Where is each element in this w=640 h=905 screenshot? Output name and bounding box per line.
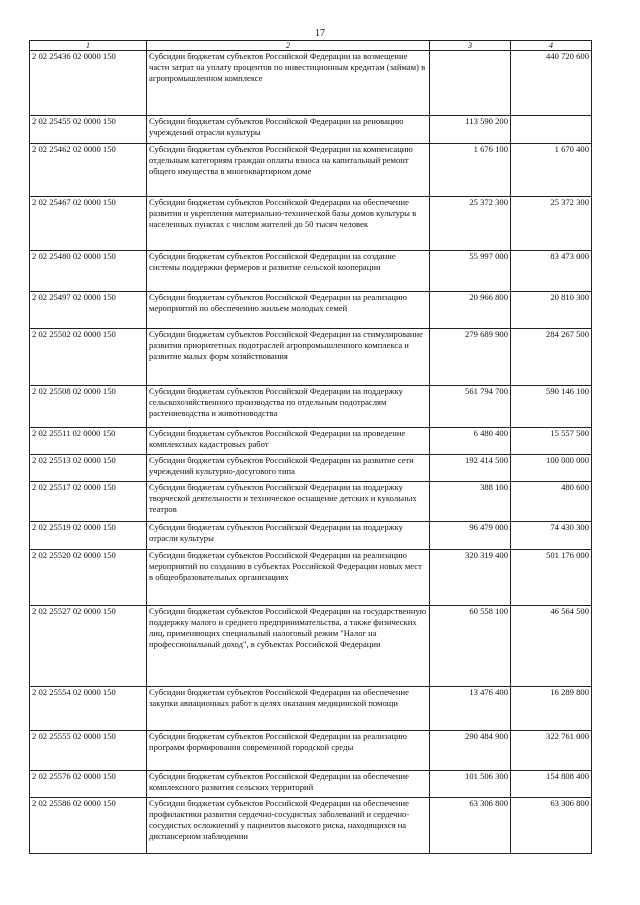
- column-header-1: 1: [30, 41, 147, 51]
- budget-code-cell: 2 02 25467 02 0000 150: [30, 197, 147, 251]
- description-cell: Субсидии бюджетам субъектов Российской Федерации на государственную поддержку малого и среднего предпринимательства, а также физических лиц, применяющих специальный налоговый режим "Налог на профессиональный доход", в субъектах Российской Федерации: [147, 606, 430, 687]
- amount-col3-cell: 55 997 000: [430, 251, 511, 292]
- amount-col4-cell: 590 146 100: [511, 386, 592, 428]
- amount-col3-cell: 290 484 900: [430, 731, 511, 771]
- description-cell: Субсидии бюджетам субъектов Российской Федерации на компенсацию отдельным категориям граждан оплаты взноса на капитальный ремонт общего имущества в многоквартирном доме: [147, 144, 430, 197]
- budget-code-cell: 2 02 25455 02 0000 150: [30, 116, 147, 144]
- budget-code-cell: 2 02 25527 02 0000 150: [30, 606, 147, 687]
- budget-code-cell: 2 02 25517 02 0000 150: [30, 482, 147, 522]
- column-header-2: 2: [147, 41, 430, 51]
- amount-col3-cell: 279 689 900: [430, 329, 511, 386]
- budget-code-cell: 2 02 25519 02 0000 150: [30, 522, 147, 550]
- budget-code-cell: 2 02 25555 02 0000 150: [30, 731, 147, 771]
- amount-col4-cell: 322 761 000: [511, 731, 592, 771]
- amount-col3-cell: [430, 51, 511, 116]
- description-cell: Субсидии бюджетам субъектов Российской Федерации на реализацию программ формирования современной городской среды: [147, 731, 430, 771]
- description-cell: Субсидии бюджетам субъектов Российской Федерации на возмещение части затрат на уплату процентов по инвестиционным кредитам (займам) в агропромышленном комплексе: [147, 51, 430, 116]
- amount-col4-cell: 440 720 600: [511, 51, 592, 116]
- table-row: [30, 428, 592, 455]
- description-cell: Субсидии бюджетам субъектов Российской Федерации на обеспечение комплексного развития сельских территорий: [147, 771, 430, 798]
- description-cell: Субсидии бюджетам субъектов Российской Федерации на стимулирование развития приоритетных подотраслей агропромышленного комплекса и развитие малых форм хозяйствования: [147, 329, 430, 386]
- budget-revenue-table: [29, 40, 592, 854]
- amount-col4-cell: 100 000 000: [511, 455, 592, 482]
- table-row: [30, 687, 592, 731]
- amount-col3-cell: 63 306 800: [430, 798, 511, 854]
- description-cell: Субсидии бюджетам субъектов Российской Федерации на обеспечение развития и укрепления материально-технической базы домов культуры в населенных пунктах с числом жителей до 50 тысяч человек: [147, 197, 430, 251]
- column-header-3: 3: [430, 41, 511, 51]
- amount-col4-cell: 16 289 800: [511, 687, 592, 731]
- description-cell: Субсидии бюджетам субъектов Российской Федерации на проведение комплексных кадастровых работ: [147, 428, 430, 455]
- table-row: [30, 482, 592, 522]
- amount-col3-cell: 101 506 300: [430, 771, 511, 798]
- budget-code-cell: 2 02 25586 02 0000 150: [30, 798, 147, 854]
- table-row: [30, 798, 592, 854]
- amount-col3-cell: 96 479 000: [430, 522, 511, 550]
- amount-col4-cell: 154 808 400: [511, 771, 592, 798]
- amount-col3-cell: 1 676 100: [430, 144, 511, 197]
- column-header-4: 4: [511, 41, 592, 51]
- budget-code-cell: 2 02 25520 02 0000 150: [30, 550, 147, 606]
- table-row: [30, 550, 592, 606]
- description-cell: Субсидии бюджетам субъектов Российской Федерации на обеспечение закупки авиационных работ в целях оказания медицинской помощи: [147, 687, 430, 731]
- amount-col3-cell: 13 476 400: [430, 687, 511, 731]
- amount-col3-cell: 25 372 300: [430, 197, 511, 251]
- amount-col4-cell: 15 557 500: [511, 428, 592, 455]
- table-row: [30, 197, 592, 251]
- table-row: [30, 455, 592, 482]
- description-cell: Субсидии бюджетам субъектов Российской Федерации на создание системы поддержки фермеров и развитие сельской кооперации: [147, 251, 430, 292]
- table-row: [30, 771, 592, 798]
- budget-code-cell: 2 02 25497 02 0000 150: [30, 292, 147, 329]
- description-cell: Субсидии бюджетам субъектов Российской Федерации на развитие сети учреждений культурно-досугового типа: [147, 455, 430, 482]
- budget-code-cell: 2 02 25554 02 0000 150: [30, 687, 147, 731]
- budget-code-cell: 2 02 25513 02 0000 150: [30, 455, 147, 482]
- table-row: [30, 386, 592, 428]
- table-row: [30, 116, 592, 144]
- description-cell: Субсидии бюджетам субъектов Российской Федерации на реновацию учреждений отрасли культуры: [147, 116, 430, 144]
- amount-col4-cell: 284 267 500: [511, 329, 592, 386]
- amount-col4-cell: 46 564 500: [511, 606, 592, 687]
- table-row: [30, 522, 592, 550]
- column-number-row: [30, 41, 592, 51]
- amount-col4-cell: 480 600: [511, 482, 592, 522]
- amount-col3-cell: 561 794 700: [430, 386, 511, 428]
- description-cell: Субсидии бюджетам субъектов Российской Федерации на поддержку сельскохозяйственного производства по отдельным подотраслям растениеводства и животноводства: [147, 386, 430, 428]
- amount-col3-cell: 113 590 200: [430, 116, 511, 144]
- table-row: [30, 731, 592, 771]
- amount-col3-cell: 60 558 100: [430, 606, 511, 687]
- amount-col4-cell: 1 670 400: [511, 144, 592, 197]
- amount-col3-cell: 388 100: [430, 482, 511, 522]
- amount-col4-cell: 63 306 800: [511, 798, 592, 854]
- amount-col4-cell: 74 430 300: [511, 522, 592, 550]
- amount-col4-cell: 83 473 000: [511, 251, 592, 292]
- amount-col3-cell: 20 966 800: [430, 292, 511, 329]
- budget-code-cell: 2 02 25462 02 0000 150: [30, 144, 147, 197]
- table-row: [30, 251, 592, 292]
- budget-code-cell: 2 02 25436 02 0000 150: [30, 51, 147, 116]
- table-row: [30, 329, 592, 386]
- description-cell: Субсидии бюджетам субъектов Российской Федерации на реализацию мероприятий по созданию в субъектах Российской Федерации новых мест в общеобразовательных организациях: [147, 550, 430, 606]
- budget-code-cell: 2 02 25502 02 0000 150: [30, 329, 147, 386]
- budget-code-cell: 2 02 25480 02 0000 150: [30, 251, 147, 292]
- page-number: 17: [315, 28, 325, 39]
- budget-code-cell: 2 02 25511 02 0000 150: [30, 428, 147, 455]
- table-row: [30, 144, 592, 197]
- amount-col4-cell: 20 810 300: [511, 292, 592, 329]
- amount-col3-cell: 6 480 400: [430, 428, 511, 455]
- amount-col3-cell: 192 414 500: [430, 455, 511, 482]
- table-row: [30, 292, 592, 329]
- amount-col4-cell: [511, 116, 592, 144]
- amount-col4-cell: 501 176 000: [511, 550, 592, 606]
- description-cell: Субсидии бюджетам субъектов Российской Федерации на поддержку творческой деятельности и техническое оснащение детских и кукольных театров: [147, 482, 430, 522]
- budget-code-cell: 2 02 25508 02 0000 150: [30, 386, 147, 428]
- amount-col3-cell: 320 319 400: [430, 550, 511, 606]
- description-cell: Субсидии бюджетам субъектов Российской Федерации на обеспечение профилактики развития сердечно-сосудистых заболеваний и сердечно-сосудистых осложнений у пациентов высокого риска, находящихся на диспансерном наблюдении: [147, 798, 430, 854]
- description-cell: Субсидии бюджетам субъектов Российской Федерации на реализацию мероприятий по обеспечению жильем молодых семей: [147, 292, 430, 329]
- table-row: [30, 606, 592, 687]
- amount-col4-cell: 25 372 300: [511, 197, 592, 251]
- description-cell: Субсидии бюджетам субъектов Российской Федерации на поддержку отрасли культуры: [147, 522, 430, 550]
- table-row: [30, 51, 592, 116]
- budget-code-cell: 2 02 25576 02 0000 150: [30, 771, 147, 798]
